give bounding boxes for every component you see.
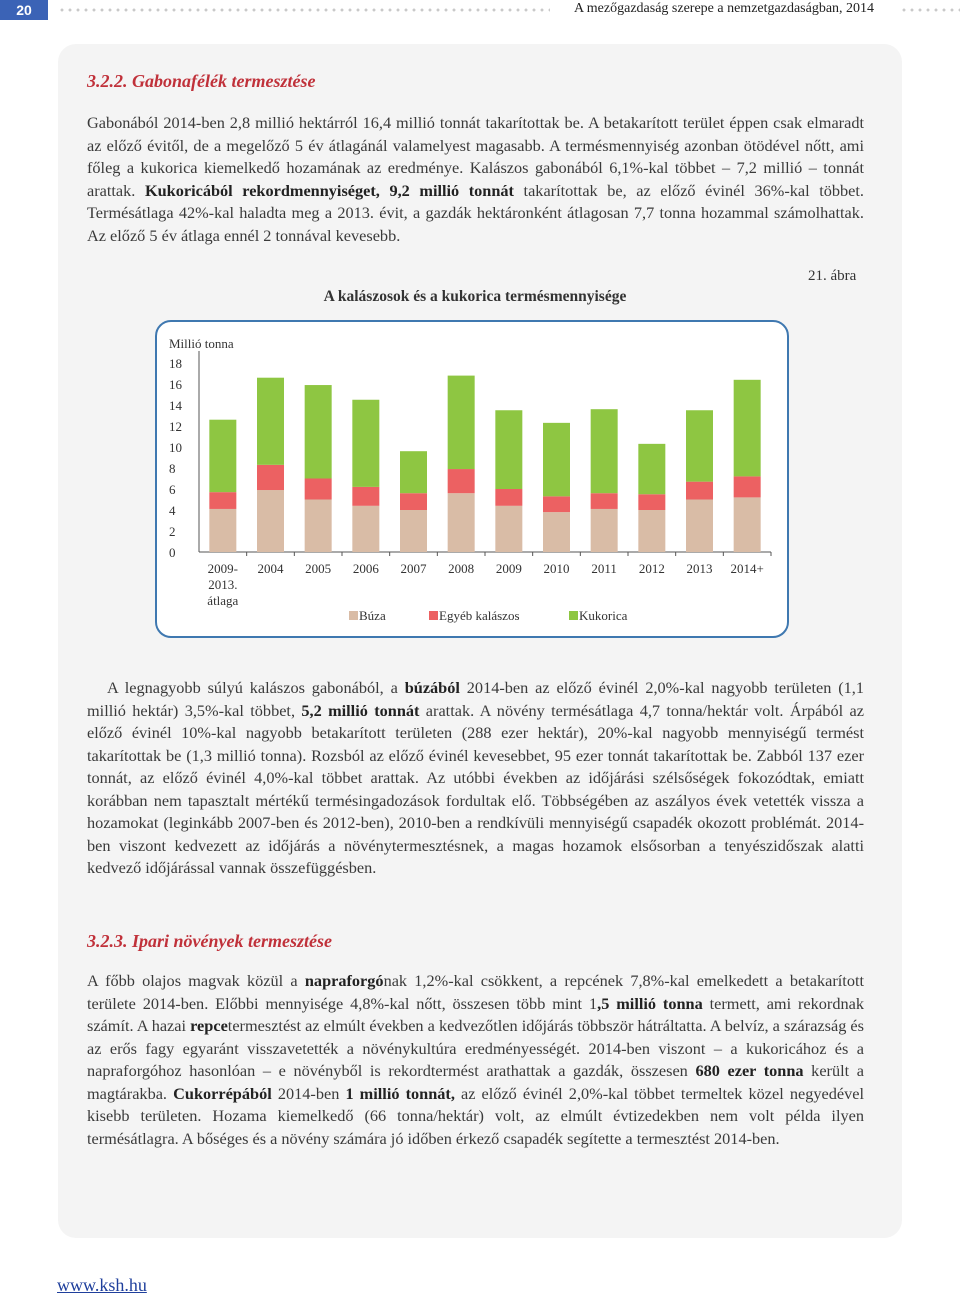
emphasis-text: repce [190, 1016, 228, 1035]
legend-swatch [569, 611, 578, 620]
chart-title: A kalászosok és a kukorica termésmennyisége [323, 288, 627, 305]
y-tick-label: 18 [169, 356, 182, 371]
text-run: A legnagyobb súlyú kalászos gabonából, a [107, 678, 405, 697]
legend-label: Egyéb kalászos [439, 608, 520, 623]
bar-buza [591, 509, 618, 552]
figure-number: 21. ábra [808, 268, 857, 284]
bar-kukorica [734, 380, 761, 477]
bar-egyeb-kalaszos [305, 479, 332, 500]
y-axis-label: Millió tonna [169, 336, 234, 351]
bar-kukorica [257, 378, 284, 465]
bar-egyeb-kalaszos [495, 489, 522, 506]
running-title: A mezőgazdaság szerepe a nemzetgazdaságban, 2014 [552, 0, 896, 18]
bar-buza [686, 500, 713, 553]
bar-egyeb-kalaszos [400, 493, 427, 510]
bar-kukorica [400, 451, 427, 493]
bar-kukorica [209, 420, 236, 492]
bar-egyeb-kalaszos [257, 465, 284, 490]
bar-buza [352, 506, 379, 552]
emphasis-text: napraforgó [304, 971, 384, 990]
y-tick-label: 10 [169, 440, 182, 455]
legend-swatch [349, 611, 358, 620]
paragraph-gabona-intro [87, 112, 864, 247]
x-tick-label: átlaga [207, 593, 239, 608]
text-run: A főbb olajos magvak közül a [87, 971, 305, 990]
bar-buza [257, 490, 284, 552]
emphasis-text: 5,2 millió tonnát [301, 700, 420, 720]
footer-link-ksh[interactable]: www.ksh.hu [57, 1275, 147, 1295]
text-run: került a magtárakba. [87, 1061, 865, 1103]
page-number: 20 [0, 0, 48, 20]
text-run: 2014-ben [271, 1083, 346, 1103]
legend-label: Búza [359, 608, 386, 623]
y-tick-label: 6 [169, 482, 176, 497]
text-run: Gabonából 2014-ben 2,8 millió hektárról 16,4 millió tonnát takarítottak be. A betakarított terület éppen csak elmaradt az előző évitől, de a megelőző 5 év átlagánál valamelyest magasabb. A termésmennyiség azonban ötödével nőtt, ami főleg a kukorica kiemelkedő hozamának az eredménye. Kalászos gabonából 6,1%-kal többet – 7,2 millió – tonnát arattak. [87, 113, 864, 200]
bar-kukorica [305, 385, 332, 478]
bar-buza [305, 500, 332, 553]
bar-kukorica [638, 444, 665, 494]
bar-egyeb-kalaszos [448, 469, 475, 493]
x-tick-label: 2013. [208, 577, 238, 592]
text-run: arattak. A növény termésátlaga 4,7 tonna/hektár volt. Árpából az előző évinél 10%-kal nagyobb betakarított területen (288 ezer hektár), 20%-kal nagyobb mennyiségű termést takarítottak be (1,3 millió tonna). Rozsból az előző évinél kevesebbet, 95 ezer tonnát takarítottak be. Zabból 137 ezer tonnát, az előző évinél 4,0%-kal többet arattak. Az utóbbi években az időjárási szélsőségek fokozódtak, emiatt korábban nem tapasztalt mértékű termésingadozások fordultak elő. Többségében az aszályos évek vetették vissza a hozamokat (leginkább 2007-ben és 2012-ben), 2010-ben a rendkívüli mennyiségű csapadék okozott problémát. 2014-ben viszont kedvezett az időjárás a növénytermesztésnek, a magas hozamok elsősorban a tenyészidőszak alatti kedvező időjárással vannak összefüggésben. [87, 700, 864, 877]
bar-buza [400, 510, 427, 552]
bar-kukorica [591, 409, 618, 493]
x-tick-label: 2004 [257, 561, 284, 576]
bar-buza [638, 510, 665, 552]
bar-buza [543, 512, 570, 552]
x-tick-label: 2012 [638, 561, 665, 576]
y-tick-label: 2 [169, 524, 176, 539]
x-tick-label: 2013 [686, 561, 713, 576]
legend-swatch [429, 611, 438, 620]
bar-kukorica [352, 400, 379, 487]
bar-egyeb-kalaszos [352, 487, 379, 506]
y-tick-label: 8 [169, 461, 176, 476]
paragraph-ipari-novenyek [87, 970, 864, 1150]
x-tick-label: 2011 [591, 561, 617, 576]
stacked-bar-chart [157, 322, 787, 636]
y-tick-label: 12 [169, 419, 182, 434]
bar-egyeb-kalaszos [543, 496, 570, 512]
x-tick-label: 2010 [543, 561, 570, 576]
y-tick-label: 4 [169, 503, 176, 518]
x-tick-label: 2009- [207, 561, 239, 576]
y-tick-label: 0 [169, 545, 176, 560]
bar-buza [495, 506, 522, 552]
text-run: nak 1,2%-kal csökkent, a repcének 7,8%-kal emelkedett a betakarított területe 2014-ben. Előbbi mennyisége 4,8%-kal nőtt, összesen több mint 1 [87, 971, 865, 1013]
paragraph-buza [87, 677, 864, 880]
y-tick-label: 14 [169, 398, 182, 413]
bar-kukorica [543, 423, 570, 497]
bar-buza [448, 493, 475, 552]
bar-egyeb-kalaszos [686, 482, 713, 500]
text-run: termett, ami rekordnak számít. A hazai [87, 993, 865, 1035]
bar-buza [209, 509, 236, 552]
text-run: takarítottak be, az előző évinél 36%-kal többet. Termésátlaga 42%-kal haladta meg a 2013. évit, a gazdák hektáronként átlagosan 7,7 tonna hozammal számolhattak. Az előző 5 év átlaga ennél 2 tonnával kevesebb. [87, 180, 864, 245]
section-title-ipari: 3.2.3. Ipari növények termesztése [87, 931, 332, 951]
bar-kukorica [448, 376, 475, 469]
text-run: az előző évinél 2,0%-kal többet termeltek közel negyedével kisebb területen. Hozama kiemelkedő (66 tonna/hektár) volt, az elmúlt évtizedekben nem volt példa ilyen termésátlagra. A bőséges és a növény számára jó időben érkező csapadék segítette a termesztést 2014-ben. [87, 1083, 865, 1148]
emphasis-text: Cukorrépából [173, 1083, 272, 1103]
bar-egyeb-kalaszos [638, 494, 665, 510]
x-tick-label: 2014+ [730, 561, 764, 576]
x-tick-label: 2008 [448, 561, 475, 576]
section-title-gabona: 3.2.2. Gabonafélék termesztése [87, 71, 316, 91]
x-tick-label: 2005 [305, 561, 332, 576]
bar-egyeb-kalaszos [591, 493, 618, 509]
emphasis-text: Kukoricából rekordmennyiséget, 9,2 millió tonnát [144, 180, 514, 200]
chart-frame [155, 320, 789, 638]
emphasis-text: búzából [404, 678, 460, 697]
x-tick-label: 2009 [495, 561, 522, 576]
text-run: termesztést az elmúlt években a kedvezőtlen időjárás többször hátráltatta. A belvíz, a szárazság és az erős fagy egyaránt visszavetették a növénykultúra eredményességét. 2014-ben viszont – a kukoricához és a napraforgóhoz hasonlóan – e növényből is rekordtermést arathattak a gazdák, összesen [87, 1016, 864, 1080]
emphasis-text: 1 millió tonnát, [345, 1083, 455, 1103]
bar-kukorica [495, 410, 522, 489]
x-tick-label: 2006 [352, 561, 379, 576]
x-tick-label: 2007 [400, 561, 427, 576]
header-dots-left [58, 8, 550, 12]
bar-egyeb-kalaszos [734, 476, 761, 497]
bar-kukorica [686, 410, 713, 481]
emphasis-text: ,5 millió tonna [597, 993, 703, 1013]
emphasis-text: 680 ezer tonna [695, 1061, 804, 1080]
y-tick-label: 16 [169, 377, 182, 392]
header-dots-right [900, 8, 960, 12]
legend-label: Kukorica [579, 608, 628, 623]
bar-egyeb-kalaszos [209, 492, 236, 509]
text-run: 2014-ben az előző évinél 2,0%-kal nagyobb területen (1,1 millió hektár) 3,5%-kal többet, [87, 678, 865, 720]
bar-buza [734, 497, 761, 552]
